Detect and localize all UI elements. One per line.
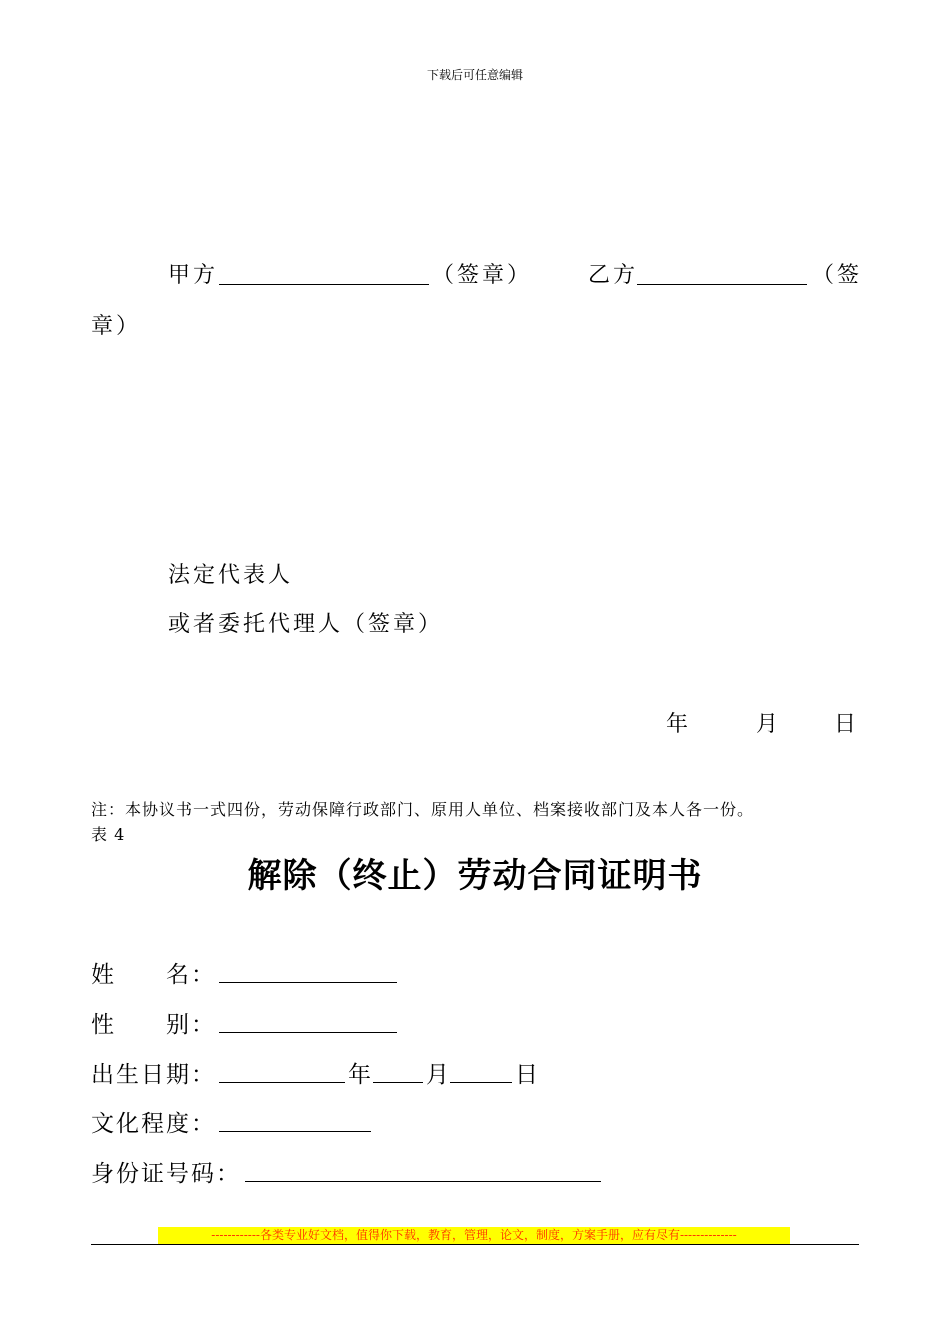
header-note: 下载后可任意编辑 [426, 68, 523, 82]
certificate-title: 解除（终止）劳动合同证明书 [247, 856, 703, 896]
agent-signature-label: 或者委托代理人（签章） [168, 612, 444, 637]
id-number-label: 身份证号码： [91, 1161, 241, 1187]
date-day: 日 [834, 712, 860, 737]
birth-month-unit: 月 [426, 1062, 451, 1088]
party-b-label: 乙方 [588, 263, 639, 288]
legal-representative-label: 法定代表人 [168, 563, 294, 588]
gender-blank [219, 1012, 397, 1033]
party-b-signature-blank [637, 264, 807, 285]
education-label: 文化程度： [91, 1111, 216, 1137]
name-blank [219, 962, 397, 983]
birth-year-blank [219, 1062, 345, 1083]
name-label: 姓 名： [91, 962, 216, 988]
birth-day-blank [450, 1062, 512, 1083]
id-number-blank [245, 1161, 601, 1182]
birth-day-unit: 日 [515, 1062, 540, 1088]
education-blank [219, 1111, 371, 1132]
footer-rule [91, 1244, 859, 1245]
party-a-signature-blank [219, 264, 429, 285]
birth-month-blank [373, 1062, 423, 1083]
agreement-note: 注：本协议书一式四份，劳动保障行政部门、原用人单位、档案接收部门及本人各一份。 [91, 800, 755, 819]
party-b-seal-start: （签 [812, 263, 863, 288]
birth-date-label: 出生日期： [91, 1062, 216, 1088]
party-a-seal: （签章） [432, 263, 533, 288]
gender-label: 性 别： [91, 1012, 216, 1038]
date-year: 年 [666, 712, 692, 737]
birth-year-unit: 年 [348, 1062, 373, 1088]
party-b-seal-end: 章） [91, 314, 142, 339]
date-month: 月 [756, 712, 782, 737]
table-label: 表 4 [91, 825, 126, 844]
party-a-label: 甲方 [168, 263, 219, 288]
footer-banner: ------------各类专业好文档，值得你下载，教育，管理，论文，制度，方案手册，应有尽有-------------- [158, 1227, 790, 1244]
